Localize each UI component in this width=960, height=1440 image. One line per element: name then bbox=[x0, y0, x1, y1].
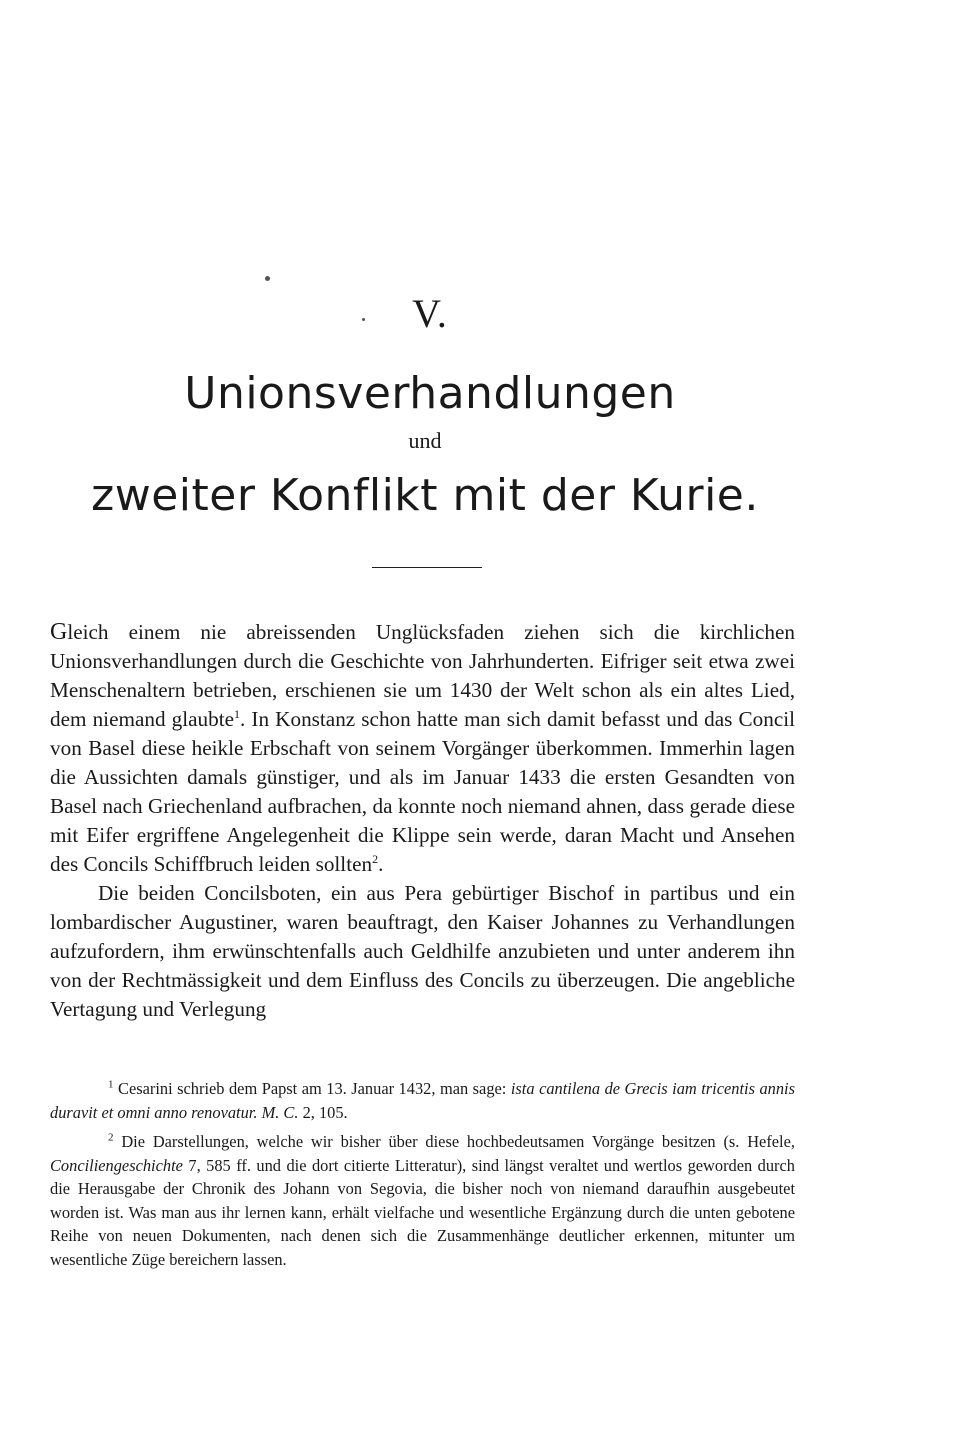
paragraph-1-text-3: . bbox=[378, 852, 384, 876]
title-divider bbox=[372, 567, 482, 568]
footnote-1 bbox=[50, 1077, 795, 1124]
initial-letter: G bbox=[50, 619, 68, 645]
paragraph-1 bbox=[50, 618, 795, 879]
chapter-title-connector: und bbox=[408, 428, 442, 453]
footnote-1-mark: 1 bbox=[108, 1078, 114, 1091]
body-text bbox=[50, 618, 795, 1024]
paragraph-1-text: leich einem nie abreissenden Unglücksfaden ziehen sich die kirchlichen Unionsverhandlungen durch die Geschichte von Jahrhunderten. Eifriger seit etwa zwei Menschenaltern betrieben, erschienen sie um 1430 der Welt schon als ein altes Lied, dem niemand glaubte bbox=[50, 620, 795, 731]
chapter-title-line1: Unionsverhandlungen bbox=[184, 368, 676, 419]
footnote-1-page: 2, 105. bbox=[302, 1102, 348, 1122]
footnote-2-text-2: 7, 585 ff. und die dort citierte Litteratur), sind längst veraltet und wertlos geworden durch die Herausgabe der Chronik des Johann von Segovia, die bisher noch von niemand daraufhin ausgebeutet worden ist. Was man aus ihr lernen kann, erhält vielfache und wesentliche Ergänzung durch die unten gebotene Reihe von neuen Dokumenten, nach denen sich die Zusammenhänge deutlicher erkennen, mitunter um wesentliche Züge bereichern lassen. bbox=[50, 1155, 795, 1269]
paragraph-1-text-2: . In Konstanz schon hatte man sich damit befasst und das Concil von Basel diese heikle Erbschaft von seinem Vorgänger überkommen. Immerhin lagen die Aussichten damals günstiger, und als im Januar 1433 die ersten Gesandten von Basel nach Griechenland aufbrachen, da konnte noch niemand ahnen, dass gerade diese mit Eifer ergriffene Angelegenheit die Klippe sein werde, daran Macht und Ansehen des Concils Schiffbruch leiden sollten bbox=[50, 707, 795, 876]
footnotes bbox=[50, 1077, 795, 1271]
footnote-1-text: Cesarini schrieb dem Papst am 13. Januar 1432, man sage: bbox=[118, 1079, 507, 1098]
footnote-2-text: Die Darstellungen, welche wir bisher über diese hochbedeutsamen Vorgänge besitzen (s. Hefele, bbox=[121, 1132, 795, 1151]
chapter-title-line2: zweiter Konflikt mit der Kurie. bbox=[91, 470, 759, 521]
paragraph-2: Die beiden Concilsboten, ein aus Pera gebürtiger Bischof in partibus und ein lombardischer Augustiner, waren beauftragt, den Kaiser Johannes zu Verhandlungen aufzufordern, ihm erwünschtenfalls auch Geldhilfe anzubieten und unter anderem ihn von der Rechtmässigkeit und dem Einfluss des Concils zu überzeugen. Die angebliche Vertagung und Verlegung bbox=[50, 881, 795, 1021]
footnote-2-mark: 2 bbox=[108, 1131, 114, 1144]
print-speck bbox=[265, 276, 270, 281]
footnote-1-source: M. C. bbox=[261, 1102, 299, 1122]
chapter-number: V. bbox=[412, 291, 448, 336]
footnote-2-work-title: Conciliengeschichte bbox=[50, 1155, 183, 1175]
footnote-ref-2: 2 bbox=[372, 851, 379, 866]
footnote-2 bbox=[50, 1130, 795, 1271]
footnote-ref-1: 1 bbox=[234, 706, 241, 721]
footnote-1-quote: ista cantilena de Grecis iam tricentis annis duravit et omni anno renovatur. bbox=[50, 1079, 795, 1122]
